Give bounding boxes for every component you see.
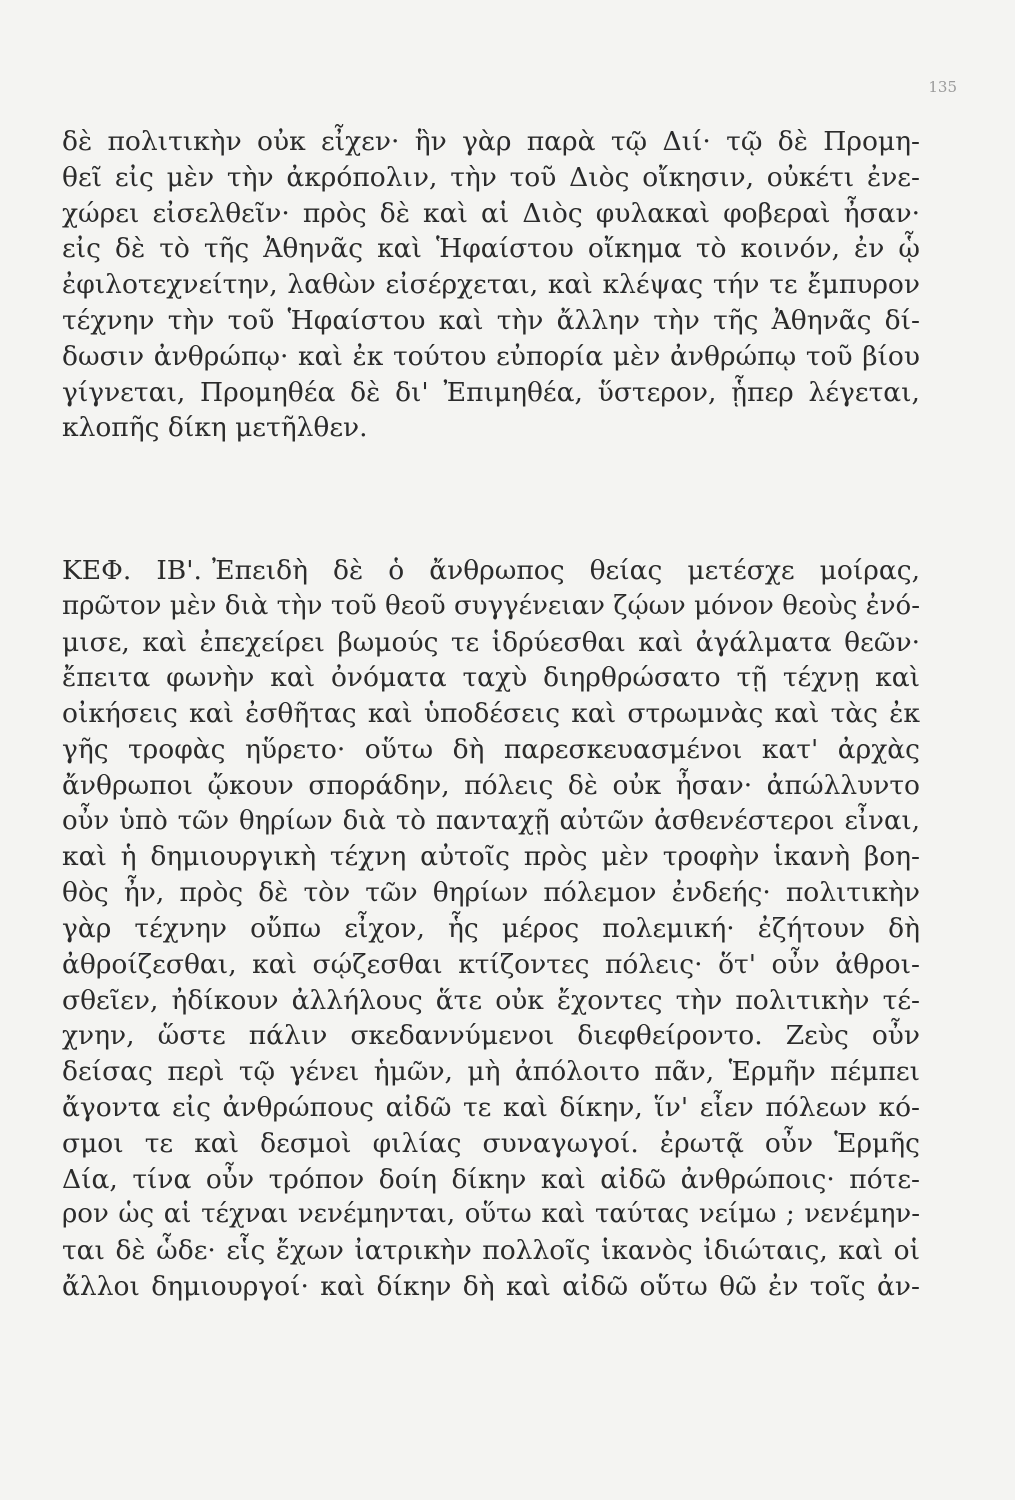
text-line: οὖν ὑπὸ τῶν θηρίων διὰ τὸ πανταχῇ αὐτῶν ἀσθενέστεροι εἶναι, <box>62 805 920 836</box>
text-line: δείσας περὶ τῷ γένει ἡμῶν, μὴ ἀπόλοιτο πᾶν, Ἑρμῆν πέμπει <box>62 1056 920 1088</box>
paragraph-1 <box>62 124 920 446</box>
text-line: κλοπῆς δίκη μετῆλθεν. <box>62 412 368 444</box>
text-line: ἄνθρωποι ᾤκουν σποράδην, πόλεις δὲ οὐκ ἦσαν· ἀπώλλυντο <box>62 769 920 801</box>
text-line: τέχνην τὴν τοῦ Ἡφαίστου καὶ τὴν ἄλλην τὴν τῆς Ἀθηνᾶς δί- <box>62 304 920 336</box>
text-line: γὰρ τέχνην οὔπω εἶχον, ἧς μέρος πολεμική· ἐζήτουν δὴ <box>62 912 920 944</box>
paragraph-2 <box>62 553 920 1305</box>
text-line: θεῖ εἰς μὲν τὴν ἀκρόπολιν, τὴν τοῦ Διὸς οἴκησιν, οὐκέτι ἐνε- <box>62 161 920 193</box>
text-line: Δία, τίνα οὖν τρόπον δοίη δίκην καὶ αἰδῶ ἀνθρώποις· πότε- <box>62 1163 920 1195</box>
text-line: γῆς τροφὰς ηὕρετο· οὕτω δὴ παρεσκευασμένοι κατ' ἀρχὰς <box>62 733 920 765</box>
text-line: πρῶτον μὲν διὰ τὴν τοῦ θεοῦ συγγένειαν ζῴων μόνον θεοὺς ἐνό- <box>62 590 920 621</box>
text-line: δωσιν ἀνθρώπῳ· καὶ ἐκ τούτου εὐπορία μὲν ἀνθρώπῳ τοῦ βίου <box>62 340 920 372</box>
text-line: σθεῖεν, ἠδίκουν ἀλλήλους ἅτε οὐκ ἔχοντες τὴν πολιτικὴν τέ- <box>62 984 920 1016</box>
text-line-content: Ἐπειδὴ δὲ ὁ ἄνθρωπος θείας μετέσχε μοίρας, <box>211 555 920 586</box>
text-line: ἄλλοι δημιουργοί· καὶ δίκην δὴ καὶ αἰδῶ οὕτω θῶ ἐν τοῖς ἀν- <box>62 1270 920 1302</box>
page-number: 135 <box>928 78 957 96</box>
text-line: οἰκήσεις καὶ ἐσθῆτας καὶ ὑποδέσεις καὶ στρωμνὰς καὶ τὰς ἐκ <box>62 698 920 730</box>
text-line: ἀθροίζεσθαι, καὶ σῴζεσθαι κτίζοντες πόλεις· ὅτ' οὖν ἀθροι- <box>62 948 920 980</box>
text-line: ἄγοντα εἰς ἀνθρώπους αἰδῶ τε καὶ δίκην, ἵν' εἶεν πόλεων κό- <box>62 1091 920 1123</box>
text-line: μισε, καὶ ἐπεχείρει βωμούς τε ἱδρύεσθαι καὶ ἀγάλματα θεῶν· <box>62 626 920 658</box>
text-line: γίγνεται, Προμηθέα δὲ δι' Ἐπιμηθέα, ὕστερον, ᾗπερ λέγεται, <box>62 376 920 408</box>
text-line: σμοι τε καὶ δεσμοὶ φιλίας συναγωγοί. ἐρωτᾷ οὖν Ἑρμῆς <box>62 1127 920 1159</box>
text-line: ρον ὡς αἱ τέχναι νενέμηνται, οὕτω καὶ ταύτας νείμω ; νενέμην- <box>62 1199 920 1230</box>
text-line: δὲ πολιτικὴν οὐκ εἶχεν· ἣν γὰρ παρὰ τῷ Διί· τῷ δὲ Προμη- <box>62 126 920 157</box>
text-line <box>62 553 920 589</box>
text-line: ται δὲ ὧδε· εἷς ἔχων ἰατρικὴν πολλοῖς ἱκανὸς ἰδιώταις, καὶ οἱ <box>62 1235 920 1267</box>
text-line: ἔπειτα φωνὴν καὶ ὀνόματα ταχὺ διηρθρώσατο τῇ τέχνῃ καὶ <box>62 662 920 694</box>
text-line: ἐφιλοτεχνείτην, λαθὼν εἰσέρχεται, καὶ κλέψας τήν τε ἔμπυρον <box>62 269 920 301</box>
text-line: καὶ ἡ δημιουργικὴ τέχνη αὐτοῖς πρὸς μὲν τροφὴν ἱκανὴ βοη- <box>62 841 920 873</box>
text-line: θὸς ἦν, πρὸς δὲ τὸν τῶν θηρίων πόλεμον ἐνδεής· πολιτικὴν <box>62 877 920 909</box>
text-line: χώρει εἰσελθεῖν· πρὸς δὲ καὶ αἱ Διὸς φυλακαὶ φοβεραὶ ἦσαν· <box>62 197 920 229</box>
text-line: χνην, ὥστε πάλιν σκεδαννύμενοι διεφθείροντο. Ζεὺς οὖν <box>62 1020 920 1052</box>
chapter-heading: ΚΕΦ. ΙΒ'. <box>62 555 202 586</box>
text-line: εἰς δὲ τὸ τῆς Ἀθηνᾶς καὶ Ἡφαίστου οἴκημα τὸ κοινόν, ἐν ᾧ <box>62 233 920 265</box>
